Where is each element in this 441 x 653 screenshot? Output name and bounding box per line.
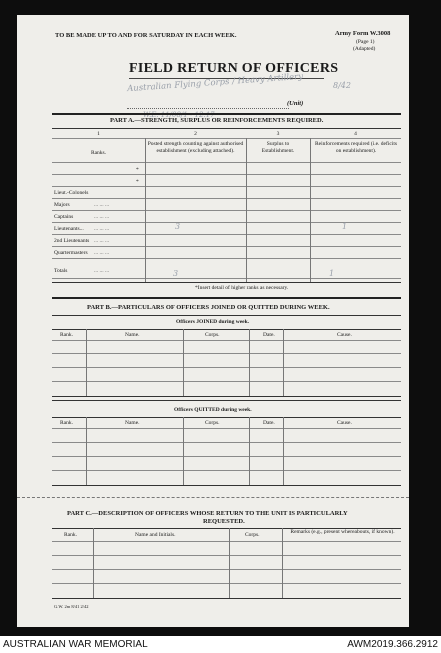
archive-name: AUSTRALIAN WAR MEMORIAL xyxy=(3,639,148,650)
row-rule xyxy=(52,278,401,279)
handwritten-margin-note: 8/42 xyxy=(333,81,351,90)
col-divider xyxy=(86,417,87,485)
totals-label: Totals xyxy=(54,268,68,274)
instruction-text: TO BE MADE UP TO AND FOR SATURDAY IN EACH WEEK. xyxy=(55,32,237,39)
leader-dots: ... ... ... xyxy=(94,238,110,244)
row-rule xyxy=(52,246,401,247)
star-marker: * xyxy=(136,179,139,185)
col-corps: Corps. xyxy=(205,332,220,338)
row-rule xyxy=(52,598,401,599)
row-rule xyxy=(52,541,401,542)
part-b-top-rule xyxy=(52,297,401,299)
col-divider xyxy=(249,417,250,485)
page-number: (Page 1) xyxy=(356,39,375,45)
col-date: Date. xyxy=(263,332,275,338)
part-c-heading-line2: REQUESTED. xyxy=(203,518,245,525)
leader-dots: ... ... ... xyxy=(94,214,110,220)
leader-dots: ... ... ... xyxy=(94,226,110,232)
handwritten-total-strength: 3 xyxy=(173,269,179,278)
handwritten-date: W.E. 11/08/1 - 12.17 xyxy=(143,111,215,119)
row-rule xyxy=(52,442,401,443)
joined-title: Officers JOINED during week. xyxy=(176,319,250,325)
col-remarks: Remarks (e.g., present whereabouts, if known). xyxy=(290,529,395,535)
row-rule xyxy=(52,456,401,457)
leader-dots: ... ... ... xyxy=(94,250,110,256)
col-divider xyxy=(310,138,311,282)
col-rank: Rank. xyxy=(64,532,77,538)
col-rank: Rank. xyxy=(60,420,73,426)
col-date: Date. xyxy=(263,420,275,426)
part-a-rule xyxy=(52,128,401,129)
col-corps: Corps. xyxy=(245,532,260,538)
joined-header-top-rule xyxy=(52,329,401,330)
quitted-top-rule xyxy=(52,400,401,401)
form-number: Army Form W.3008 xyxy=(335,30,391,37)
row-rule xyxy=(52,555,401,556)
form-page xyxy=(17,15,409,627)
handwritten-lieutenants-reinforcements: 1 xyxy=(342,222,348,231)
row-rule xyxy=(52,210,401,211)
col-number-3: 3 xyxy=(276,131,280,137)
row-rule xyxy=(52,174,401,175)
col-rank: Rank. xyxy=(60,332,73,338)
col-divider xyxy=(183,417,184,485)
part-a-footnote: *Insert detail of higher ranks as necessary. xyxy=(195,285,289,291)
rank-label: Majors xyxy=(54,202,70,208)
row-rule xyxy=(52,381,401,382)
row-rule xyxy=(52,222,401,223)
row-rule xyxy=(52,470,401,471)
star-marker: * xyxy=(136,167,139,173)
row-rule xyxy=(52,367,401,368)
part-a-top-rule xyxy=(52,113,401,115)
rank-label: Captains xyxy=(54,214,74,220)
col-header-posted-strength: Posted strength counting against authorised establishment (excluding attached). xyxy=(147,141,244,154)
archive-footer xyxy=(0,636,441,653)
print-code: G.W. 2m 8/41 2/42 xyxy=(54,604,89,609)
rank-label: 2nd Lieutenants xyxy=(54,238,90,244)
col-divider xyxy=(283,417,284,485)
col-cause: Cause. xyxy=(337,420,352,426)
col-header-surplus: Surplus to Establishment. xyxy=(261,141,295,154)
col-name: Name. xyxy=(125,420,140,426)
rank-label: Lieutenants... xyxy=(54,226,84,232)
row-rule xyxy=(52,340,401,341)
quitted-title: Officers QUITTED during week. xyxy=(174,407,252,413)
row-rule xyxy=(52,396,401,397)
col-name: Name. xyxy=(125,332,140,338)
part-b-heading: PART B.—PARTICULARS OF OFFICERS JOINED OR QUITTED DURING WEEK. xyxy=(87,304,330,311)
col-divider xyxy=(145,138,146,282)
part-a-heading: PART A.—STRENGTH, SURPLUS OR REINFORCEMENTS REQUIRED. xyxy=(110,117,324,124)
totals-bottom-rule xyxy=(52,282,401,283)
rank-label: Lieut.-Colonels xyxy=(54,190,89,196)
row-rule xyxy=(52,258,401,259)
row-rule xyxy=(52,162,401,163)
row-rule xyxy=(52,353,401,354)
row-rule xyxy=(52,569,401,570)
col-name-initials: Name and Initials. xyxy=(135,532,176,538)
row-rule xyxy=(52,485,401,486)
row-rule xyxy=(52,198,401,199)
header-rule xyxy=(52,138,401,139)
adapted-note: (Adapted) xyxy=(353,46,376,52)
form-title: FIELD RETURN OF OFFICERS xyxy=(129,61,339,76)
col-number-4: 4 xyxy=(354,131,357,137)
col-header-ranks: Ranks. xyxy=(90,150,107,156)
col-divider xyxy=(86,329,87,396)
col-divider xyxy=(183,329,184,396)
part-b-rule xyxy=(52,315,401,316)
col-number-2: 2 xyxy=(194,131,197,137)
part-c-heading-line1: PART C.—DESCRIPTION OF OFFICERS WHOSE RETURN TO THE UNIT IS PARTICULARLY xyxy=(67,510,348,517)
col-divider xyxy=(282,528,283,598)
accession-number: AWM2019.366.2912 xyxy=(347,639,438,650)
rank-label: Quartermasters xyxy=(54,250,88,256)
col-divider xyxy=(229,528,230,598)
row-rule xyxy=(52,186,401,187)
handwritten-total-reinforcements: 1 xyxy=(329,269,335,278)
col-divider xyxy=(93,528,94,598)
col-number-1: 1 xyxy=(97,131,100,137)
col-corps: Corps. xyxy=(205,420,220,426)
col-divider xyxy=(283,329,284,396)
row-rule xyxy=(52,428,401,429)
fold-line xyxy=(17,497,409,498)
leader-dots: ... ... ... xyxy=(94,268,110,274)
col-divider xyxy=(246,138,247,282)
handwritten-lieutenants-strength: 3 xyxy=(175,222,181,231)
handwritten-unit: Australian Flying Corps / Heavy Artillery xyxy=(126,71,304,95)
col-divider xyxy=(249,329,250,396)
unit-dotted-line xyxy=(127,108,289,109)
row-rule xyxy=(52,583,401,584)
col-cause: Cause. xyxy=(337,332,352,338)
col-header-reinforcements: Reinforcements required (i.e. deficits on establishment). xyxy=(314,141,397,154)
leader-dots: ... ... ... xyxy=(94,202,110,208)
unit-label: (Unit) xyxy=(287,100,304,107)
row-rule xyxy=(52,234,401,235)
quitted-header-top-rule xyxy=(52,417,401,418)
